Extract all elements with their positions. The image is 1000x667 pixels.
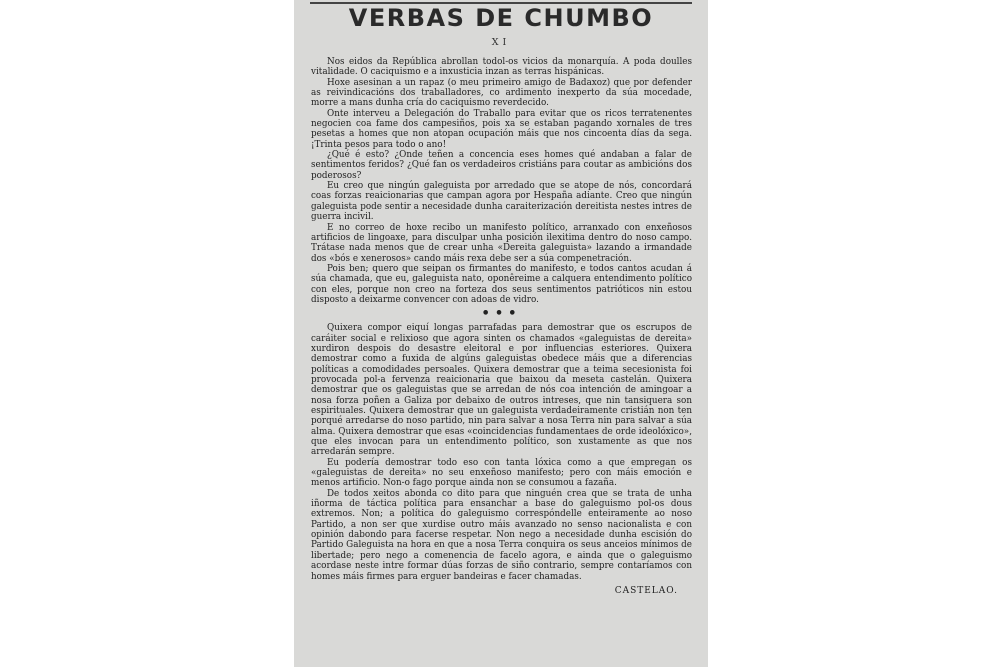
- newspaper-clipping: [294, 0, 708, 667]
- paragraph: Eu creo que ningún galeguista por arredado que se atope de nós, concordará coas forzas reaicionarias que campan agora por Hespaña adiante. Creo que ningún galeguista pode sentir a necesidade dunha caraiterización dereitista nestes intres de guerra incivil.: [311, 181, 692, 223]
- section-separator: •••: [481, 306, 522, 322]
- article-body: [311, 57, 692, 596]
- author-signature: CASTELAO.: [614, 585, 678, 596]
- paragraph: ¿Qué é esto? ¿Onde teñen a concencia eses homes qué andaban a falar de sentimentos feridos? ¿Qué fan os verdadeiros cristiáns para coutar as ambicións dos poderosos?: [311, 150, 692, 181]
- paragraph: Nos eidos da República abrollan todol-os vicios da monarquía. A poda doulles vitalidade. O caciquismo e a inxusticia inzan as terras hispánicas.: [311, 57, 692, 78]
- paragraph: De todos xeitos abonda co dito para que ninguén crea que se trata de unha iñorma de táctica política para ensanchar a base do galeguismo pol-os dous extremos. Non; a política do galeguismo correspóndelle enteiramente ao noso Partido, a non ser que xurdise outro máis avanzado no senso nacionalista e con opinión dabondo para facerse respetar. Non nego a necesidade dunha escisión do Partido Galeguista na hora en que a nosa Terra conquira os seus anceios mínimos de libertade; pero nego a comenencia de facelo agora, e ainda que o galeguismo acordase neste intre formar dúas forzas de siño contrario, sempre contaríamos con homes máis firmes para erguer bandeiras e facer chamadas.: [311, 488, 692, 582]
- paragraph: Hoxe asesinan a un rapaz (o meu primeiro amigo de Badaxoz) que por defender as reivindicacións dos traballadores, co ardimento inexperto da súa mocedade, morre a mans dunha cría do caciquismo reverdecido.: [311, 77, 692, 109]
- paragraph: Pois ben; quero que seipan os firmantes do manifesto, e todos cantos acudan á súa chamada, que eu, galeguista nato, oponêreime a calquera entendimento político con eles, porque non creo na forteza dos seus sentimentos patrióticos nin estou disposto a deixarme convencer con adoas de vidro.: [311, 263, 692, 305]
- paragraph: Onte interveu a Delegación do Traballo para evitar que os ricos terratenentes negocien coa fame dos campesiños, pois xa se estaban pagando xornales de tres pesetas a homes que non atopan ocupación máis que nos cincoenta días da sega. ¡Trinta pesos para todo o ano!: [311, 108, 692, 150]
- installment-number: XI: [491, 37, 511, 48]
- article-headline: VERBAS DE CHUMBO: [348, 4, 654, 32]
- paragraph: Eu podería demostrar todo eso con tanta lóxica como a que empregan os «galeguistas de dereita» no seu enxeñoso manifesto; pero con máis emoción e menos artificio. Non-o fago porque ainda non se consumou a fazaña.: [311, 457, 692, 489]
- paragraph: Quixera compor eiquí longas parrafadas para demostrar que os escrupos de caráiter social e relixioso que agora sinten os chamados «galeguistas de dereita» xurdiron despois do desastre eleitoral e por influencias esteriores. Quixera demostrar como a fuxida de algúns galeguistas obedece máis que a diferencias políticas a comodidades persoales. Quixera demostrar que a teima secesionista foi provocada pol-a fervenza reaicionaria que baixou da meseta castelán. Quixera demostrar que os galeguistas que se arredan de nós coa intención de amingoar a nosa forza poñen a Galiza por debaixo de outros intreses, que nin tansiquera son espirituales. Quixera demostrar que un galeguista verdadeiramente cristián non ten porqué arredarse do noso partido, nin para salvar a nosa Terra nin para salvar a súa alma. Quixera demostrar que esas «coincidencias fundamentaes de orde ideolóxico», que eles invocan para un entendimento político, son xustamente as que nos arredarán sempre.: [311, 323, 692, 458]
- paragraph: E no correo de hoxe recibo un manifesto político, arranxado con enxeñosos artificios de lingoaxe, para disculpar unha posición ilexitima dentro do noso campo. Trátase nada menos que de crear unha «Dereita galeguista» lazando a irmandade dos «bós e xenerosos» cando máis rexa debe ser a súa compenetración.: [311, 222, 692, 264]
